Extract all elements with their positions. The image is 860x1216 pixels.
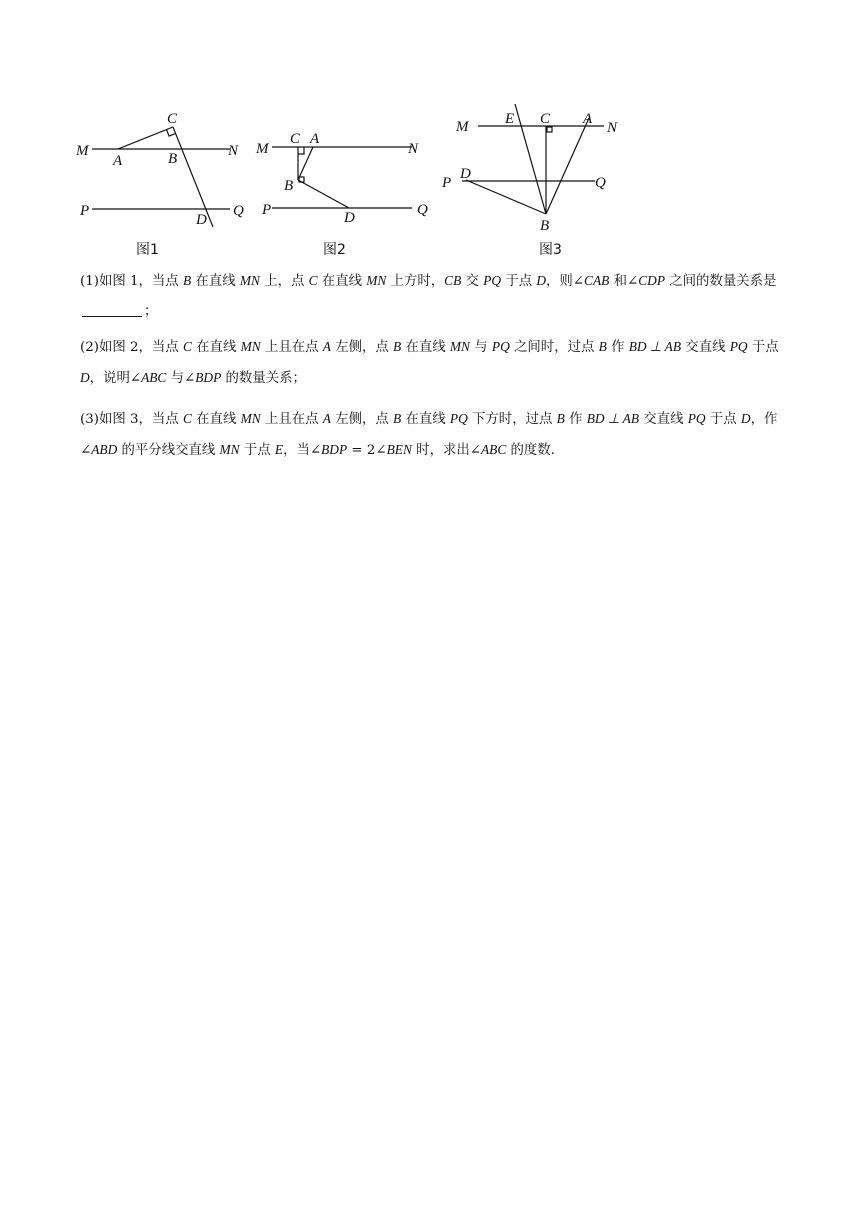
question-1: (1)如图 1，当点 B 在直线 MN 上，点 C 在直线 MN 上方时，CB 交 PQ 于点 D，则∠CAB 和∠CDP 之间的数量关系是； [80, 273, 777, 319]
label-m: M [456, 119, 469, 135]
label-n: N [408, 141, 419, 157]
right-angle-mark-c [547, 127, 552, 132]
segment-bd [298, 180, 349, 208]
figure-3 [440, 100, 640, 260]
label-p: P [262, 202, 272, 218]
label-b: B [540, 218, 550, 234]
figure-3-caption: 图3 [539, 242, 562, 258]
label-m: M [256, 141, 269, 157]
label-d: D [196, 212, 207, 228]
segment-ac [118, 127, 173, 149]
answer-blank [82, 302, 142, 317]
label-p: P [80, 203, 90, 219]
label-a: A [583, 111, 593, 127]
question-2: (2)如图 2，当点 C 在直线 MN 上且在点 A 左侧，点 B 在直线 MN 与 PQ 之间时，过点 B 作 BD ⊥ AB 交直线 PQ 于点 D，说明∠ABC 与∠BDP 的数量关系； [80, 339, 779, 386]
label-q: Q [595, 175, 606, 191]
segment-cd [173, 127, 213, 227]
figure-2 [252, 100, 442, 260]
label-d: D [344, 210, 355, 226]
question-3: (3)如图 3，当点 C 在直线 MN 上且在点 A 左侧，点 B 在直线 PQ 下方时，过点 B 作 BD ⊥ AB 交直线 PQ 于点 D，作∠ABD 的平分线交直线 MN 于点 E，当∠BDP = 2∠BEN 时，求出∠ABC 的度数. [80, 411, 778, 458]
label-c: C [540, 111, 551, 127]
label-n: N [228, 143, 239, 159]
label-p: P [442, 175, 452, 191]
figure-2-caption: 图2 [323, 242, 346, 258]
label-c: C [167, 111, 178, 127]
right-angle-mark-c [298, 147, 304, 154]
label-b: B [284, 178, 294, 194]
label-n: N [607, 120, 618, 136]
label-d: D [460, 166, 471, 182]
segment-ba [298, 147, 313, 180]
label-a: A [310, 131, 320, 147]
segment-bd [466, 180, 546, 214]
label-m: M [76, 143, 89, 159]
label-e: E [505, 111, 515, 127]
label-b: B [168, 151, 178, 167]
label-q: Q [417, 202, 428, 218]
figure-1-caption: 图1 [136, 242, 159, 258]
label-a: A [113, 153, 123, 169]
figure-1 [70, 100, 260, 260]
label-c: C [290, 131, 301, 147]
label-q: Q [233, 203, 244, 219]
